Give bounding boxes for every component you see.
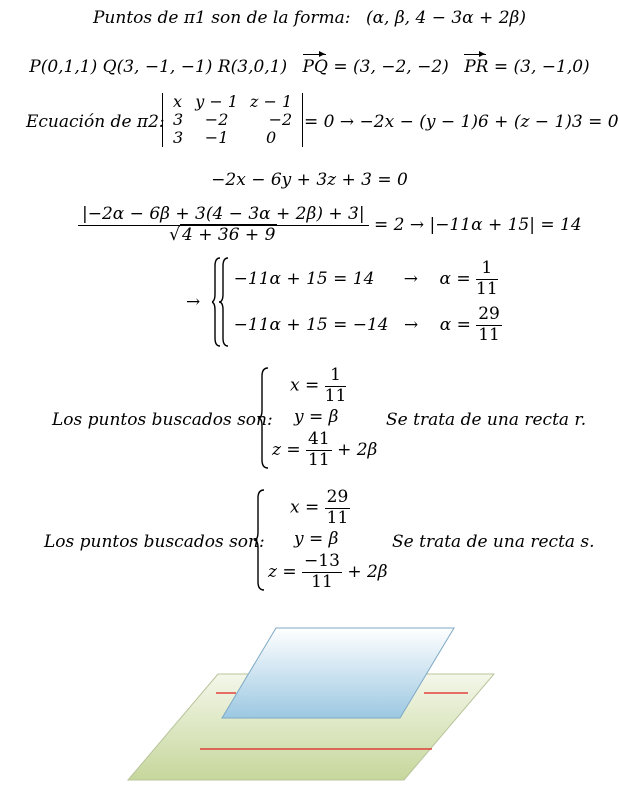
alpha-cases-block (212, 256, 502, 348)
plane2-equation: −2x − 6y + 3z + 3 = 0 (211, 170, 408, 190)
system2-z-lhs: z = (268, 562, 297, 582)
implies-arrow: → (186, 292, 201, 312)
det-cell: −2 (204, 110, 229, 129)
case1-alpha: α = (439, 269, 471, 289)
case1-numerator: 1 (476, 259, 498, 280)
system2-y-row: y = β (294, 529, 339, 549)
system1-x-numerator: 1 (325, 366, 347, 387)
system2-z-tail: + 2β (347, 562, 388, 582)
system1-x-denominator: 11 (324, 385, 347, 406)
parametric-form-text: Puntos de π1 son de la forma: (92, 8, 351, 28)
system2-x-lhs: x = (290, 497, 320, 518)
det-cell: −2 (268, 110, 293, 129)
system2-x-numerator: 29 (326, 487, 349, 507)
distance-result: = 2 → |−11α + 15| = 14 (373, 215, 582, 236)
det-cell: 0 (265, 128, 277, 147)
det-cell: −1 (204, 128, 229, 147)
system1-z-tail: + 2β (337, 440, 378, 460)
points-text: P(0,1,1) Q(3, −1, −1) R(3,0,1) (29, 57, 288, 77)
vector-pq-value: = (3, −2, −2) (333, 57, 449, 77)
case2-equation: −11α + 15 = −14 (233, 315, 389, 335)
det-cell: x (173, 92, 183, 111)
plane2-equation-label: Ecuación de π2: (26, 112, 165, 132)
system1-note: Se trata de una recta r. (386, 410, 587, 430)
case-row-1 (234, 256, 502, 302)
case1-equation: −11α + 15 = 14 (233, 269, 375, 289)
det-cell: z − 1 (249, 92, 293, 111)
case-row-2 (234, 302, 502, 348)
distance-radicand: 4 + 36 + 9 (182, 224, 276, 245)
case2-numerator: 29 (478, 304, 500, 325)
system2-x-row (268, 488, 388, 526)
system1-z-numerator: 41 (308, 429, 330, 450)
vector-pr-label: PR (464, 57, 489, 77)
system2-z-row (268, 552, 388, 592)
alpha-cases (186, 256, 502, 348)
points-vectors-line (0, 57, 619, 77)
left-brace-icon (212, 256, 232, 348)
parametric-form-math: (α, β, 4 − 3α + 2β) (365, 8, 526, 28)
plane2-expansion: = 0 → −2x − (y − 1)6 + (z − 1)3 = 0 (304, 112, 619, 132)
planes-illustration (0, 610, 619, 791)
case2-denominator: 11 (478, 325, 500, 345)
parametric-form-line (0, 8, 619, 28)
system2-z-denominator: 11 (311, 572, 333, 592)
case2-alpha: α = (439, 315, 471, 335)
system2-label: Los puntos buscados son: (44, 532, 265, 552)
system2-brace-icon (254, 488, 266, 592)
system1-y-row: y = β (294, 407, 339, 427)
distance-numerator: |−2α − 6β + 3(4 − 3α + 2β) + 3| (78, 205, 369, 226)
system1-z-row (272, 430, 377, 470)
distance-formula (78, 205, 582, 245)
case1-denominator: 11 (476, 279, 498, 299)
determinant (162, 93, 303, 147)
system1-x-row (272, 366, 377, 404)
vector-pr-value: = (3, −1,0) (493, 57, 590, 77)
system1 (258, 366, 377, 470)
system2-note: Se trata de una recta s. (392, 532, 595, 552)
system2 (254, 488, 388, 592)
system1-z-denominator: 11 (308, 450, 330, 470)
case1-arrow: → (403, 269, 419, 289)
distance-denominator: √ 4 + 36 + 9 (169, 224, 276, 245)
system1-x-lhs: x = (290, 375, 320, 396)
det-cell: 3 (173, 110, 184, 129)
system1-label: Los puntos buscados son: (52, 410, 273, 430)
case2-arrow: → (404, 315, 419, 335)
system2-z-numerator: −13 (304, 551, 340, 572)
det-cell: 3 (173, 128, 184, 147)
system1-z-lhs: z = (272, 440, 301, 460)
system2-x-denominator: 11 (326, 507, 349, 528)
system1-brace-icon (258, 366, 270, 470)
det-cell: y − 1 (195, 92, 238, 111)
vector-pq-label: PQ (302, 57, 328, 77)
